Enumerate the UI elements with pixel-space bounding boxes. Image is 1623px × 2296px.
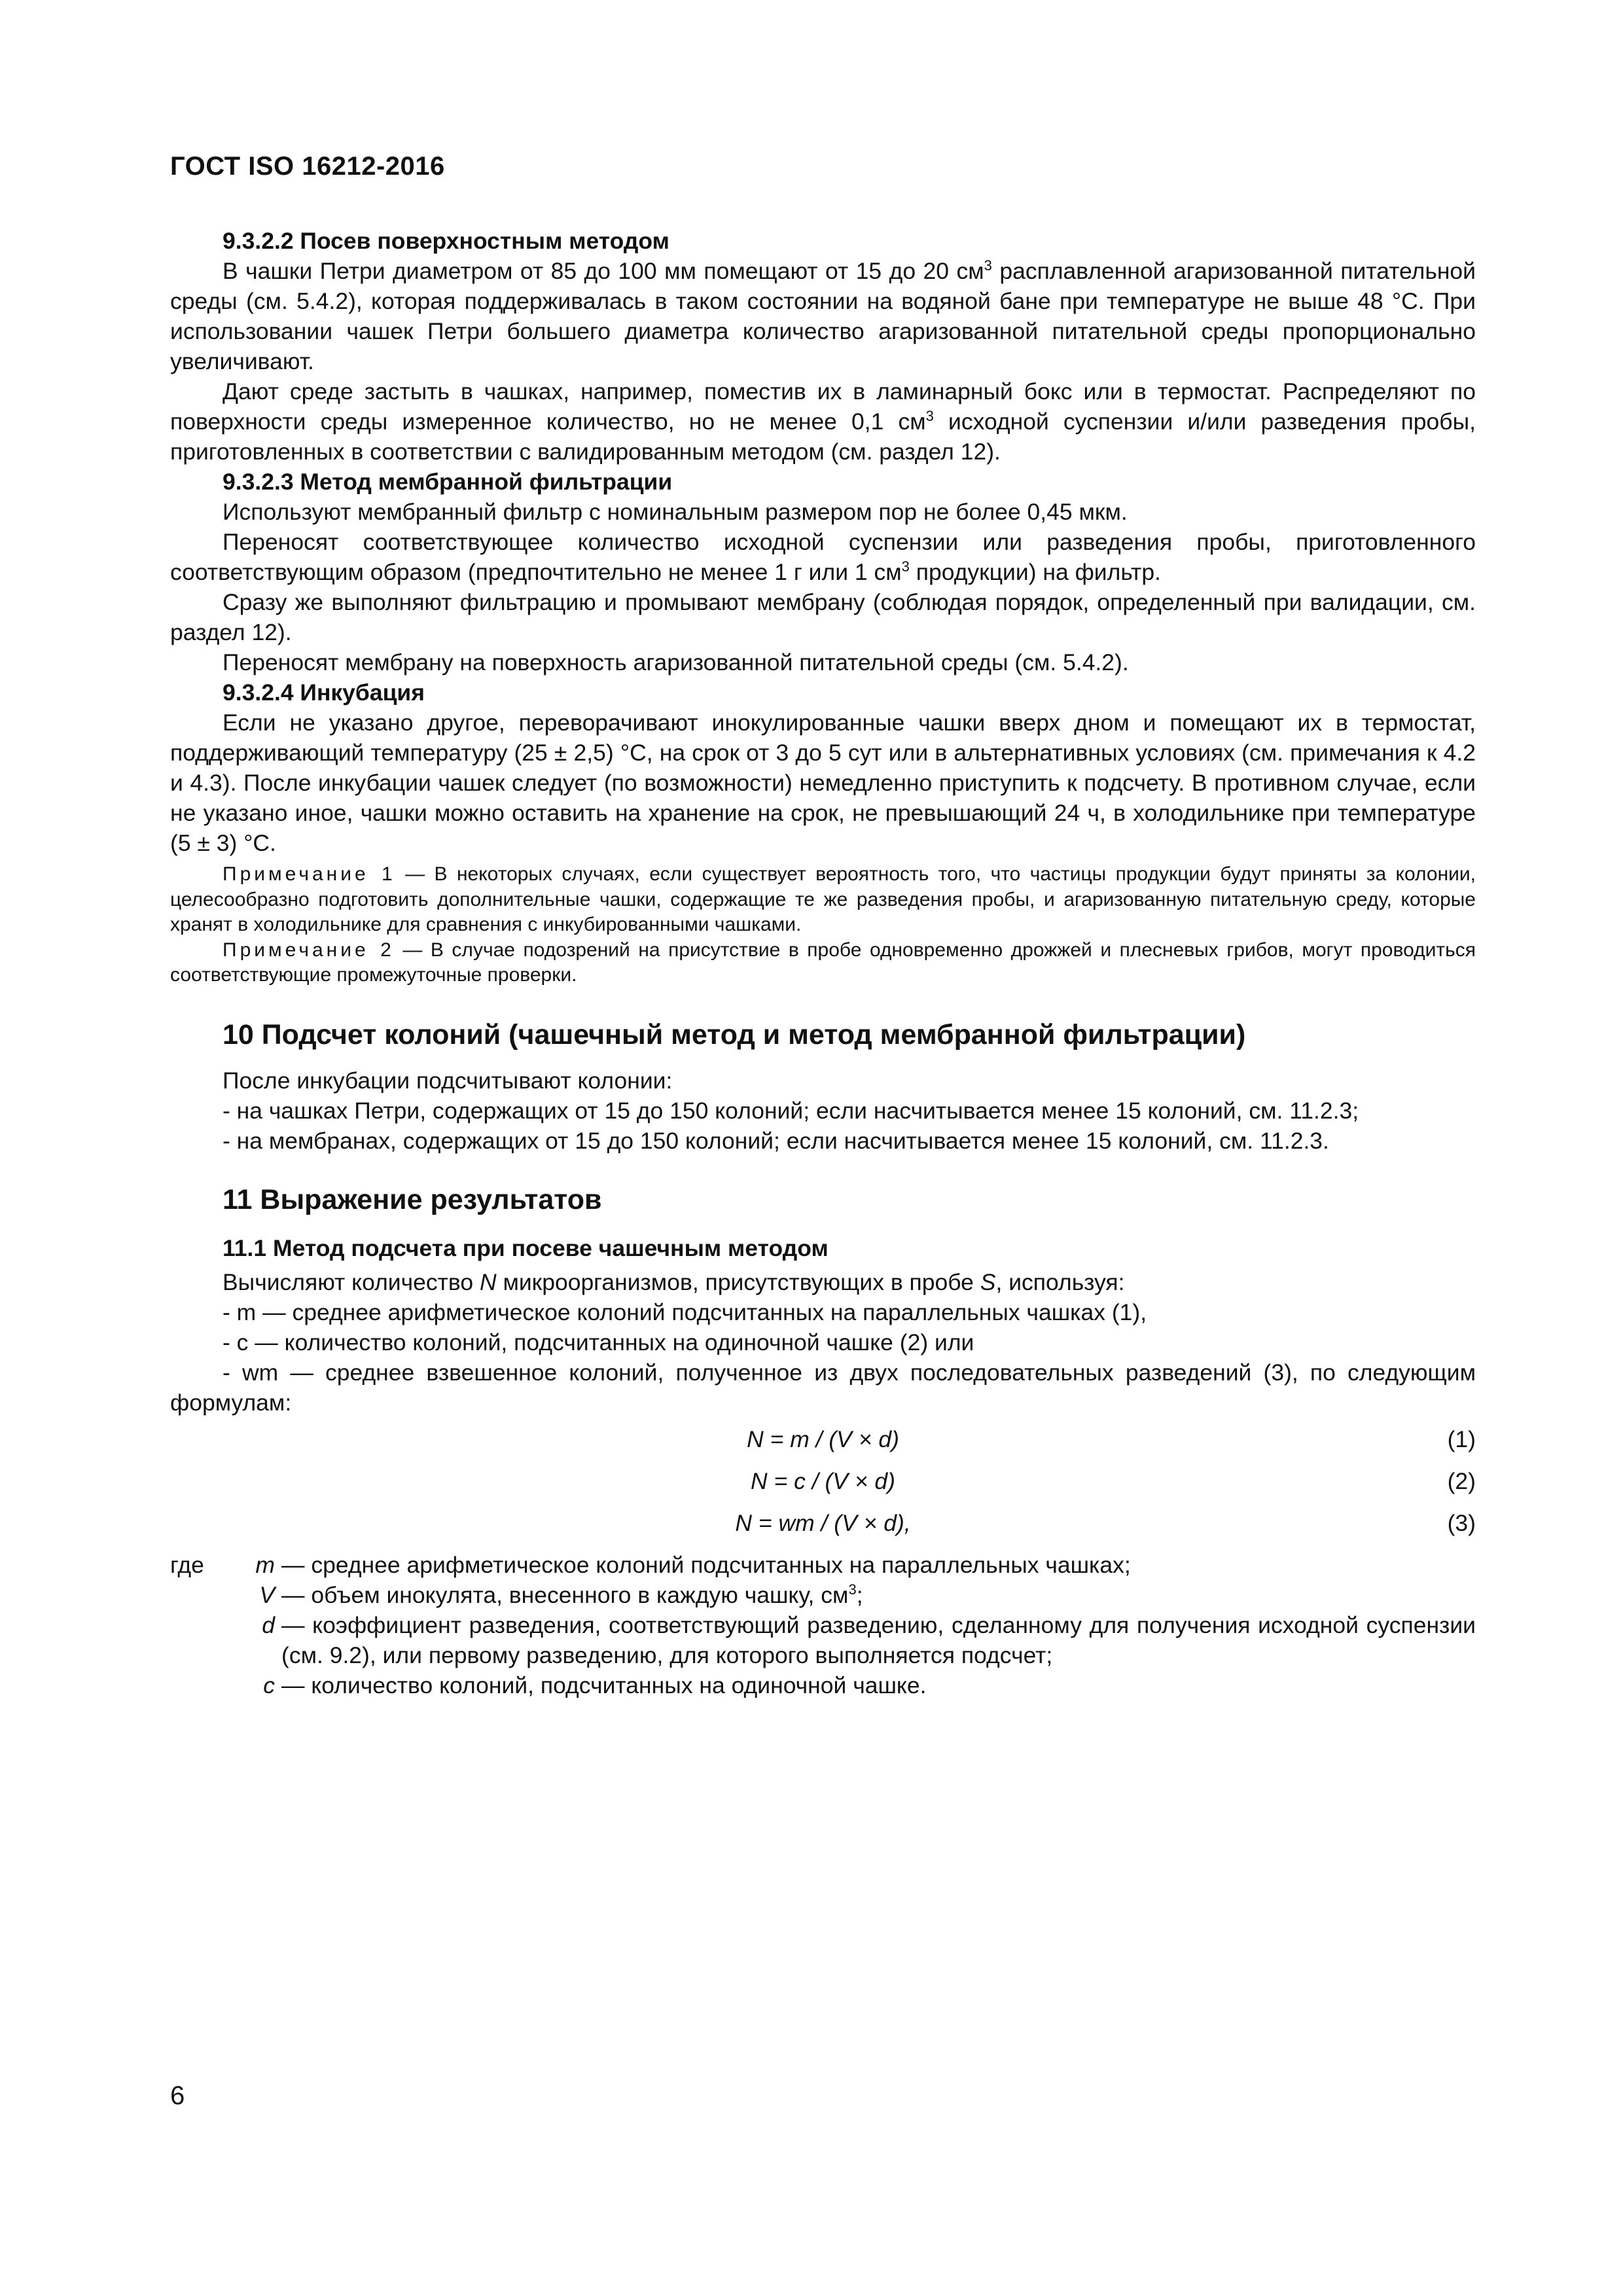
note-1: Примечание 1 — В некоторых случаях, если существует вероятность того, что частицы продукции будут приняты за колонии, целесообразно подготовить дополнительные чашки, содержащие те же разведения пробы, и агаризованную питательную среду, которые хранят в холодильнике для сравнения с инкубированными чашками. — [170, 863, 1476, 935]
document-code-header: ГОСТ ISO 16212-2016 — [170, 152, 445, 181]
paragraph: Используют мембранный фильтр с номинальным размером пор не более 0,45 мкм. — [223, 499, 1128, 525]
section-10-title: 10 Подсчет колоний (чашечный метод и метод мембранной фильтрации) — [223, 1018, 1246, 1050]
list-item: - на мембранах, содержащих от 15 до 150 колоний; если насчитывается менее 15 колоний, см. 11.2.3. — [223, 1127, 1329, 1154]
heading-9-3-2-4: 9.3.2.4 Инкубация — [223, 679, 425, 706]
list-item: - wm — среднее взвешенное колоний, полученное из двух последовательных разведений (3), по следующим формулам: — [170, 1359, 1476, 1416]
note-2: Примечание 2 — В случае подозрений на присутствие в пробе одновременно дрожжей и плесневых грибов, могут проводиться соответствующие промежуточные проверки. — [170, 939, 1476, 986]
legend-row — [170, 1610, 1476, 1670]
legend-row — [170, 1670, 1476, 1700]
paragraph: Если не указано другое, переворачивают инокулированные чашки вверх дном и помещают их в термостат, поддерживающий температуру (25 ± 2,5) °С, на срок от 3 до 5 сут или в альтернативных условиях (см. примечания к 4.2 и 4.3). После инкубации чашек следует (по возможности) немедленно приступить к подсчету. В противном случае, если не указано иное, чашки можно оставить на хранение на срок, не превышающий 24 ч, в холодильнике при температуре (5 ± 3) °С. — [170, 709, 1476, 856]
list-item: - на чашках Петри, содержащих от 15 до 150 колоний; если насчитывается менее 15 колоний, см. 11.2.3; — [223, 1097, 1359, 1124]
paragraph: Вычисляют количество N микроорганизмов, присутствующих в пробе S, используя: — [223, 1268, 1125, 1295]
paragraph: В чашки Петри диаметром от 85 до 100 мм помещают от 15 до 20 $см^3$ расплавленной агаризованной питательной среды (см. 5.4.2), которая поддерживалась в таком состоянии на водяной бане при температуре не выше 48 °С. При использовании чашек Петри большего диаметра количество агаризованной питательной среды пропорционально увеличивают. — [170, 257, 1476, 374]
formula-number: (3) — [1447, 1509, 1476, 1536]
document-page — [170, 0, 1476, 2296]
paragraph: После инкубации подсчитывают колонии: — [223, 1067, 673, 1094]
legend-text: — объем инокулята, внесенного в каждую чашку, $см^3$; — [281, 1581, 863, 1608]
legend-symbol: c — [263, 1672, 275, 1698]
document-body — [170, 226, 1476, 1700]
list-item: - c — количество колоний, подсчитанных на одиночной чашке (2) или — [223, 1329, 974, 1355]
paragraph: Переносят мембрану на поверхность агаризованной питательной среды (см. 5.4.2). — [223, 649, 1129, 675]
formula: N = m / (V × d) — [747, 1426, 899, 1452]
legend-row — [170, 1550, 1476, 1580]
page-number: 6 — [170, 2081, 185, 2110]
formula-block — [170, 1420, 1476, 1546]
formula-number: (2) — [1447, 1467, 1476, 1494]
legend-text: — коэффициент разведения, соответствующий разведению, сделанному для получения исходной суспензии (см. 9.2), или первому разведению, для которого выполняется подсчет; — [281, 1611, 1476, 1668]
formula: N = c / (V × d) — [751, 1467, 895, 1494]
formula-row — [170, 1504, 1476, 1546]
heading-11-1: 11.1 Метод подсчета при посеве чашечным методом — [223, 1234, 829, 1261]
section-11-title: 11 Выражение результатов — [223, 1183, 602, 1215]
legend-text: — среднее арифметическое колоний подсчитанных на параллельных чашках; — [281, 1551, 1131, 1578]
legend-row — [170, 1580, 1476, 1610]
legend-text: — количество колоний, подсчитанных на одиночной чашке. — [281, 1672, 927, 1698]
heading-9-3-2-3: 9.3.2.3 Метод мембранной фильтрации — [223, 469, 673, 495]
formula-legend — [170, 1550, 1476, 1700]
formula-number: (1) — [1447, 1426, 1476, 1452]
paragraph: Сразу же выполняют фильтрацию и промывают мембрану (соблюдая порядок, определенный при валидации, см. раздел 12). — [170, 589, 1476, 645]
legend-symbol: V — [259, 1581, 275, 1608]
formula-row — [170, 1420, 1476, 1462]
legend-where: где — [170, 1551, 204, 1578]
list-item: - m — среднее арифметическое колоний подсчитанных на параллельных чашках (1), — [223, 1299, 1147, 1325]
paragraph: Дают среде застыть в чашках, например, поместив их в ламинарный бокс или в термостат. Распределяют по поверхности среды измеренное количество, но не менее 0,1 $см^3$ исходной суспензии и/или разведения пробы, приготовленных в соответствии с валидированным методом (см. раздел 12). — [170, 378, 1476, 465]
heading-9-3-2-2: 9.3.2.2 Посев поверхностным методом — [223, 228, 669, 254]
formula: N = wm / (V × d), — [735, 1509, 911, 1536]
legend-symbol: d — [262, 1611, 275, 1638]
paragraph: Переносят соответствующее количество исходной суспензии или разведения пробы, приготовленного соответствующим образом (предпочтительно не менее 1 г или 1 $см^3$ продукции) на фильтр. — [170, 529, 1476, 585]
formula-row — [170, 1462, 1476, 1504]
legend-symbol: m — [255, 1551, 275, 1578]
